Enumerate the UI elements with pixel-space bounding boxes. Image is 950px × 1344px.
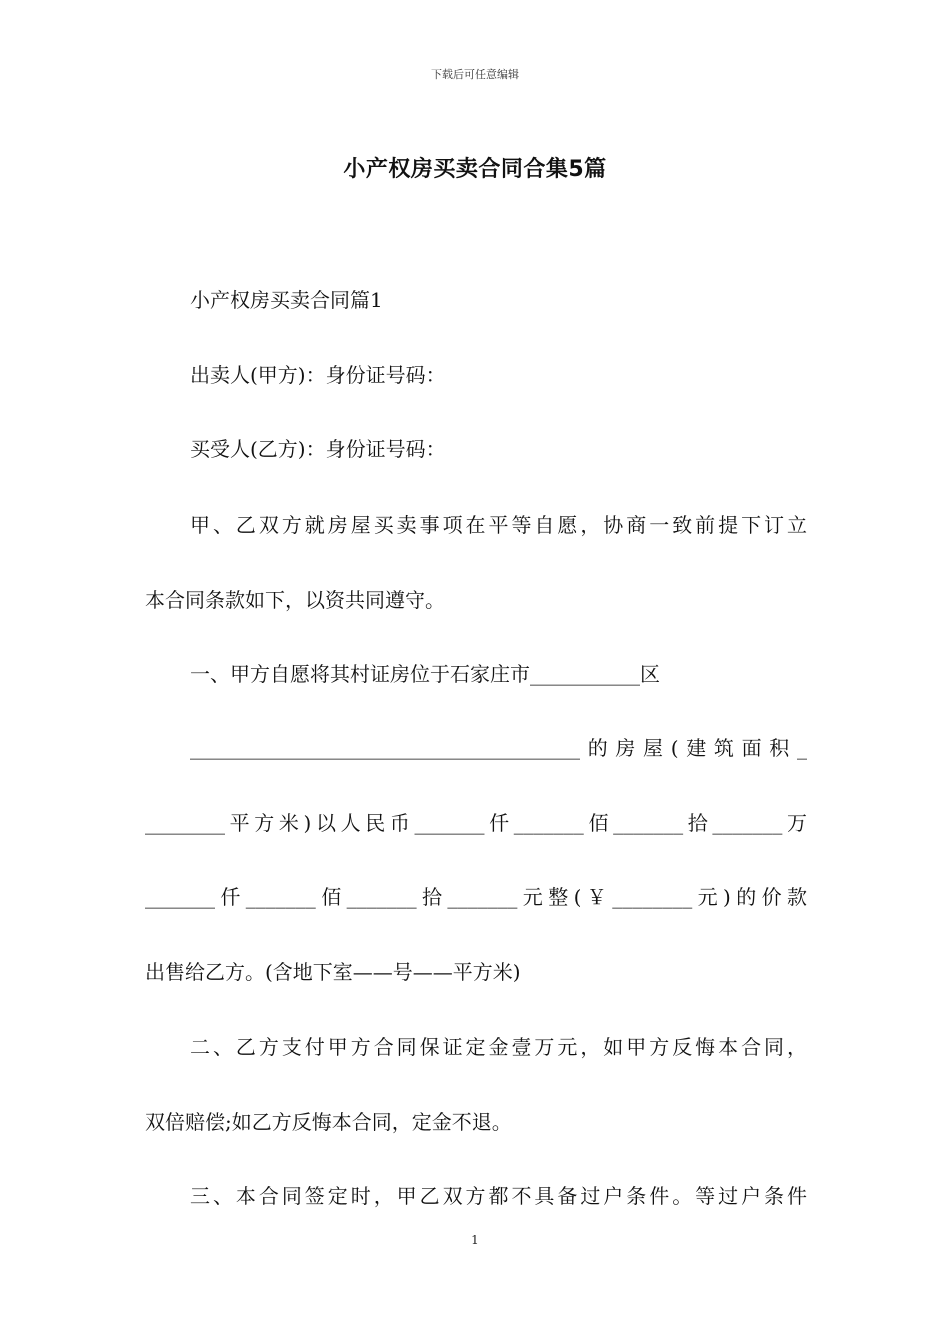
paragraph-line: 小产权房买卖合同篇1 [190,288,383,312]
paragraph-line: 二、乙方支付甲方合同保证定金壹万元，如甲方反悔本合同， [190,1035,807,1059]
paragraph-line: 买受人(乙方)：身份证号码： [190,437,446,461]
paragraph-line: 出卖人(甲方)：身份证号码： [190,363,446,387]
header-note: 下载后可任意编辑 [431,68,519,81]
document-title: 小产权房买卖合同合集5篇 [343,157,607,182]
page-number: 1 [471,1233,479,1247]
paragraph-line: _______仟_______佰_______拾_______元整(￥________元)的价款 [145,885,807,909]
paragraph-line: 双倍赔偿;如乙方反悔本合同，定金不退。 [145,1110,512,1134]
paragraph-line: 甲、乙双方就房屋买卖事项在平等自愿，协商一致前提下订立 [190,513,807,537]
paragraph-line: _______________________________________的房屋(建筑面积_ [190,736,807,760]
paragraph-line: ________平方米)以人民币_______仟_______佰_______拾_______万 [145,811,807,835]
paragraph-line: 一、甲方自愿将其村证房位于石家庄市___________区 [190,662,660,686]
paragraph-line: 三、本合同签定时，甲乙双方都不具备过户条件。等过户条件 [190,1184,807,1208]
paragraph-line: 本合同条款如下，以资共同遵守。 [145,588,445,612]
paragraph-line: 出售给乙方。(含地下室——号——平方米) [145,960,521,984]
